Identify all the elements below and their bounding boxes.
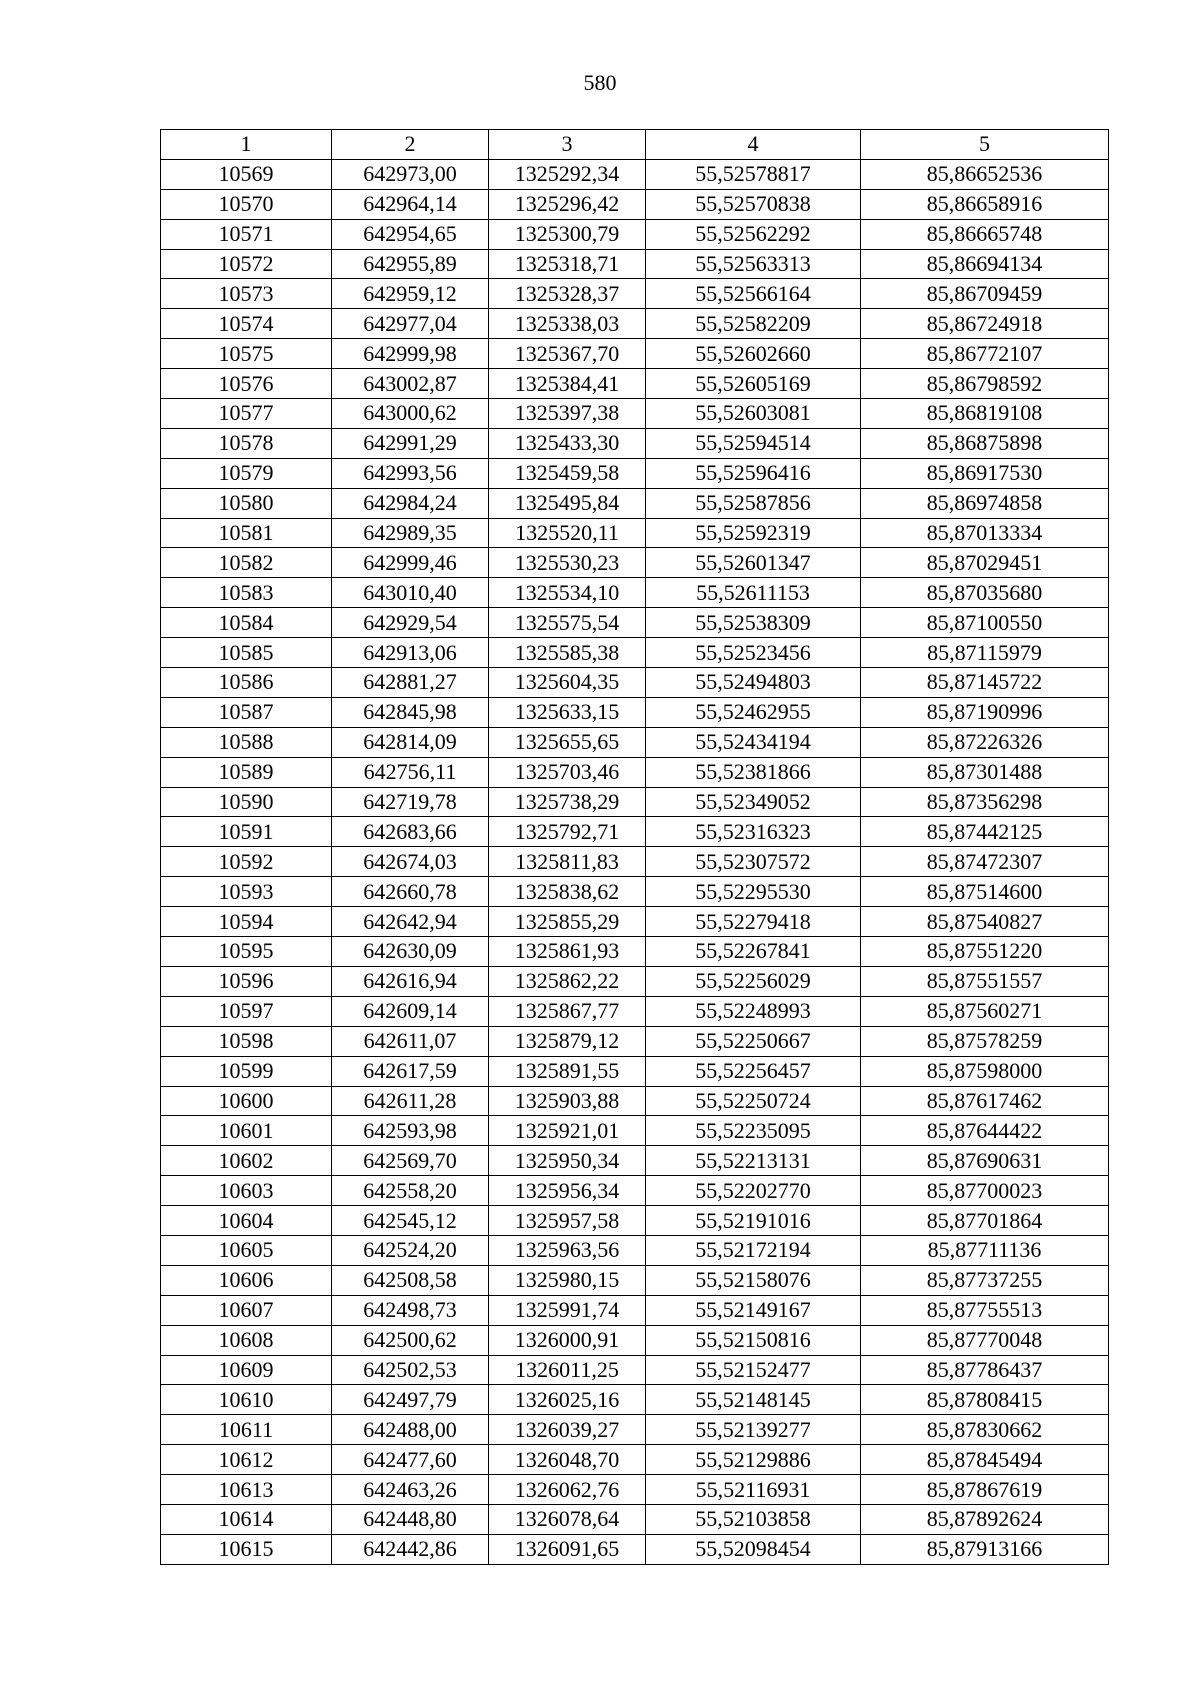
point-number-cell: 10591 (161, 817, 332, 847)
longitude-cell: 85,86709459 (861, 279, 1109, 309)
x-coordinate-cell: 642999,46 (332, 548, 489, 578)
x-coordinate-cell: 642497,79 (332, 1385, 489, 1415)
longitude-cell: 85,86819108 (861, 399, 1109, 429)
y-coordinate-cell: 1325991,74 (489, 1295, 646, 1325)
x-coordinate-cell: 642442,86 (332, 1534, 489, 1564)
latitude-cell: 55,52578817 (646, 159, 861, 189)
table-row (161, 996, 1109, 1026)
table-row (161, 1026, 1109, 1056)
longitude-cell: 85,86875898 (861, 428, 1109, 458)
longitude-cell: 85,87145722 (861, 668, 1109, 698)
page-number: 580 (583, 70, 617, 95)
latitude-cell: 55,52381866 (646, 757, 861, 787)
y-coordinate-cell: 1325956,34 (489, 1176, 646, 1206)
table-row (161, 279, 1109, 309)
x-coordinate-cell: 642814,09 (332, 727, 489, 757)
point-number-cell: 10608 (161, 1325, 332, 1355)
longitude-cell: 85,87560271 (861, 996, 1109, 1026)
latitude-cell: 55,52139277 (646, 1415, 861, 1445)
latitude-cell: 55,52129886 (646, 1445, 861, 1475)
x-coordinate-cell: 642660,78 (332, 877, 489, 907)
table-row (161, 817, 1109, 847)
table-row (161, 787, 1109, 817)
point-number-cell: 10569 (161, 159, 332, 189)
x-coordinate-cell: 642611,28 (332, 1086, 489, 1116)
latitude-cell: 55,52605169 (646, 369, 861, 399)
x-coordinate-cell: 642477,60 (332, 1445, 489, 1475)
table-row (161, 697, 1109, 727)
y-coordinate-cell: 1325575,54 (489, 608, 646, 638)
y-coordinate-cell: 1325585,38 (489, 638, 646, 668)
x-coordinate-cell: 642630,09 (332, 937, 489, 967)
longitude-cell: 85,86665748 (861, 219, 1109, 249)
y-coordinate-cell: 1325433,30 (489, 428, 646, 458)
y-coordinate-cell: 1325328,37 (489, 279, 646, 309)
y-coordinate-cell: 1325703,46 (489, 757, 646, 787)
x-coordinate-cell: 642683,66 (332, 817, 489, 847)
longitude-cell: 85,87700023 (861, 1176, 1109, 1206)
table-row (161, 399, 1109, 429)
point-number-cell: 10612 (161, 1445, 332, 1475)
y-coordinate-cell: 1325811,83 (489, 847, 646, 877)
x-coordinate-cell: 642508,58 (332, 1265, 489, 1295)
y-coordinate-cell: 1326078,64 (489, 1504, 646, 1534)
y-coordinate-cell: 1325459,58 (489, 458, 646, 488)
x-coordinate-cell: 642611,07 (332, 1026, 489, 1056)
x-coordinate-cell: 642984,24 (332, 488, 489, 518)
point-number-cell: 10607 (161, 1295, 332, 1325)
latitude-cell: 55,52434194 (646, 727, 861, 757)
table-row (161, 1265, 1109, 1295)
point-number-cell: 10603 (161, 1176, 332, 1206)
latitude-cell: 55,52116931 (646, 1475, 861, 1505)
longitude-cell: 85,87226326 (861, 727, 1109, 757)
y-coordinate-cell: 1325300,79 (489, 219, 646, 249)
x-coordinate-cell: 642500,62 (332, 1325, 489, 1355)
point-number-cell: 10610 (161, 1385, 332, 1415)
point-number-cell: 10578 (161, 428, 332, 458)
point-number-cell: 10593 (161, 877, 332, 907)
y-coordinate-cell: 1325838,62 (489, 877, 646, 907)
latitude-cell: 55,52570838 (646, 189, 861, 219)
longitude-cell: 85,87808415 (861, 1385, 1109, 1415)
longitude-cell: 85,87867619 (861, 1475, 1109, 1505)
x-coordinate-cell: 642448,80 (332, 1504, 489, 1534)
table-row (161, 249, 1109, 279)
point-number-cell: 10580 (161, 488, 332, 518)
table-row (161, 1086, 1109, 1116)
table-row (161, 638, 1109, 668)
x-coordinate-cell: 642756,11 (332, 757, 489, 787)
x-coordinate-cell: 642463,26 (332, 1475, 489, 1505)
point-number-cell: 10594 (161, 907, 332, 937)
table-row (161, 428, 1109, 458)
point-number-cell: 10576 (161, 369, 332, 399)
table-row (161, 309, 1109, 339)
longitude-cell: 85,86772107 (861, 339, 1109, 369)
latitude-cell: 55,52603081 (646, 399, 861, 429)
latitude-cell: 55,52250667 (646, 1026, 861, 1056)
header-cell: 5 (861, 130, 1109, 160)
longitude-cell: 85,86974858 (861, 488, 1109, 518)
y-coordinate-cell: 1325520,11 (489, 518, 646, 548)
table-row (161, 369, 1109, 399)
y-coordinate-cell: 1325530,23 (489, 548, 646, 578)
point-number-cell: 10574 (161, 309, 332, 339)
x-coordinate-cell: 642617,59 (332, 1056, 489, 1086)
table-row (161, 1415, 1109, 1445)
x-coordinate-cell: 643000,62 (332, 399, 489, 429)
table-row (161, 1504, 1109, 1534)
table-row (161, 518, 1109, 548)
table-row (161, 757, 1109, 787)
latitude-cell: 55,52592319 (646, 518, 861, 548)
y-coordinate-cell: 1325384,41 (489, 369, 646, 399)
x-coordinate-cell: 642545,12 (332, 1206, 489, 1236)
point-number-cell: 10582 (161, 548, 332, 578)
x-coordinate-cell: 642502,53 (332, 1355, 489, 1385)
header-cell: 3 (489, 130, 646, 160)
latitude-cell: 55,52256029 (646, 966, 861, 996)
latitude-cell: 55,52596416 (646, 458, 861, 488)
latitude-cell: 55,52256457 (646, 1056, 861, 1086)
point-number-cell: 10602 (161, 1146, 332, 1176)
table-row (161, 578, 1109, 608)
y-coordinate-cell: 1325963,56 (489, 1235, 646, 1265)
table-row (161, 189, 1109, 219)
x-coordinate-cell: 642719,78 (332, 787, 489, 817)
x-coordinate-cell: 642977,04 (332, 309, 489, 339)
x-coordinate-cell: 642989,35 (332, 518, 489, 548)
longitude-cell: 85,86917530 (861, 458, 1109, 488)
table-row (161, 1146, 1109, 1176)
point-number-cell: 10579 (161, 458, 332, 488)
table-row (161, 847, 1109, 877)
longitude-cell: 85,86798592 (861, 369, 1109, 399)
latitude-cell: 55,52538309 (646, 608, 861, 638)
x-coordinate-cell: 642674,03 (332, 847, 489, 877)
longitude-cell: 85,86724918 (861, 309, 1109, 339)
point-number-cell: 10583 (161, 578, 332, 608)
latitude-cell: 55,52602660 (646, 339, 861, 369)
longitude-cell: 85,87690631 (861, 1146, 1109, 1176)
table-row (161, 1385, 1109, 1415)
x-coordinate-cell: 642498,73 (332, 1295, 489, 1325)
point-number-cell: 10605 (161, 1235, 332, 1265)
longitude-cell: 85,87737255 (861, 1265, 1109, 1295)
latitude-cell: 55,52213131 (646, 1146, 861, 1176)
y-coordinate-cell: 1325957,58 (489, 1206, 646, 1236)
point-number-cell: 10595 (161, 937, 332, 967)
table-row (161, 1355, 1109, 1385)
y-coordinate-cell: 1325495,84 (489, 488, 646, 518)
y-coordinate-cell: 1326011,25 (489, 1355, 646, 1385)
x-coordinate-cell: 642991,29 (332, 428, 489, 458)
longitude-cell: 85,87551557 (861, 966, 1109, 996)
longitude-cell: 85,87786437 (861, 1355, 1109, 1385)
y-coordinate-cell: 1325862,22 (489, 966, 646, 996)
longitude-cell: 85,87755513 (861, 1295, 1109, 1325)
point-number-cell: 10588 (161, 727, 332, 757)
longitude-cell: 85,87644422 (861, 1116, 1109, 1146)
latitude-cell: 55,52152477 (646, 1355, 861, 1385)
table-row (161, 937, 1109, 967)
point-number-cell: 10604 (161, 1206, 332, 1236)
x-coordinate-cell: 642955,89 (332, 249, 489, 279)
table-row (161, 159, 1109, 189)
x-coordinate-cell: 642913,06 (332, 638, 489, 668)
x-coordinate-cell: 642642,94 (332, 907, 489, 937)
x-coordinate-cell: 642488,00 (332, 1415, 489, 1445)
longitude-cell: 85,87514600 (861, 877, 1109, 907)
point-number-cell: 10606 (161, 1265, 332, 1295)
table-row (161, 1325, 1109, 1355)
longitude-cell: 85,87356298 (861, 787, 1109, 817)
latitude-cell: 55,52267841 (646, 937, 861, 967)
point-number-cell: 10571 (161, 219, 332, 249)
latitude-cell: 55,52462955 (646, 697, 861, 727)
table-row (161, 458, 1109, 488)
table-row (161, 1176, 1109, 1206)
table-row (161, 1445, 1109, 1475)
point-number-cell: 10585 (161, 638, 332, 668)
longitude-cell: 85,87892624 (861, 1504, 1109, 1534)
longitude-cell: 85,87578259 (861, 1026, 1109, 1056)
point-number-cell: 10601 (161, 1116, 332, 1146)
table-body (161, 130, 1109, 1565)
point-number-cell: 10586 (161, 668, 332, 698)
x-coordinate-cell: 642616,94 (332, 966, 489, 996)
y-coordinate-cell: 1325738,29 (489, 787, 646, 817)
longitude-cell: 85,87551220 (861, 937, 1109, 967)
point-number-cell: 10600 (161, 1086, 332, 1116)
x-coordinate-cell: 642973,00 (332, 159, 489, 189)
longitude-cell: 85,87830662 (861, 1415, 1109, 1445)
point-number-cell: 10615 (161, 1534, 332, 1564)
point-number-cell: 10589 (161, 757, 332, 787)
table-row (161, 1116, 1109, 1146)
y-coordinate-cell: 1326000,91 (489, 1325, 646, 1355)
point-number-cell: 10570 (161, 189, 332, 219)
x-coordinate-cell: 642881,27 (332, 668, 489, 698)
x-coordinate-cell: 642569,70 (332, 1146, 489, 1176)
longitude-cell: 85,87711136 (861, 1235, 1109, 1265)
longitude-cell: 85,86652536 (861, 159, 1109, 189)
latitude-cell: 55,52349052 (646, 787, 861, 817)
latitude-cell: 55,52150816 (646, 1325, 861, 1355)
latitude-cell: 55,52295530 (646, 877, 861, 907)
table-row (161, 219, 1109, 249)
latitude-cell: 55,52307572 (646, 847, 861, 877)
latitude-cell: 55,52098454 (646, 1534, 861, 1564)
table-row (161, 727, 1109, 757)
x-coordinate-cell: 643010,40 (332, 578, 489, 608)
latitude-cell: 55,52172194 (646, 1235, 861, 1265)
latitude-cell: 55,52103858 (646, 1504, 861, 1534)
x-coordinate-cell: 642964,14 (332, 189, 489, 219)
latitude-cell: 55,52235095 (646, 1116, 861, 1146)
longitude-cell: 85,87598000 (861, 1056, 1109, 1086)
y-coordinate-cell: 1325867,77 (489, 996, 646, 1026)
y-coordinate-cell: 1326062,76 (489, 1475, 646, 1505)
point-number-cell: 10614 (161, 1504, 332, 1534)
y-coordinate-cell: 1325338,03 (489, 309, 646, 339)
latitude-cell: 55,52611153 (646, 578, 861, 608)
x-coordinate-cell: 643002,87 (332, 369, 489, 399)
x-coordinate-cell: 642999,98 (332, 339, 489, 369)
latitude-cell: 55,52494803 (646, 668, 861, 698)
table-row (161, 339, 1109, 369)
longitude-cell: 85,86658916 (861, 189, 1109, 219)
point-number-cell: 10592 (161, 847, 332, 877)
table-row (161, 1235, 1109, 1265)
x-coordinate-cell: 642929,54 (332, 608, 489, 638)
longitude-cell: 85,86694134 (861, 249, 1109, 279)
longitude-cell: 85,87770048 (861, 1325, 1109, 1355)
table-row (161, 488, 1109, 518)
longitude-cell: 85,87301488 (861, 757, 1109, 787)
point-number-cell: 10584 (161, 608, 332, 638)
latitude-cell: 55,52587856 (646, 488, 861, 518)
coordinates-table (160, 129, 1109, 1565)
table-row (161, 1475, 1109, 1505)
header-cell: 4 (646, 130, 861, 160)
x-coordinate-cell: 642524,20 (332, 1235, 489, 1265)
longitude-cell: 85,87913166 (861, 1534, 1109, 1564)
point-number-cell: 10596 (161, 966, 332, 996)
y-coordinate-cell: 1325921,01 (489, 1116, 646, 1146)
x-coordinate-cell: 642593,98 (332, 1116, 489, 1146)
point-number-cell: 10590 (161, 787, 332, 817)
y-coordinate-cell: 1325292,34 (489, 159, 646, 189)
y-coordinate-cell: 1325318,71 (489, 249, 646, 279)
y-coordinate-cell: 1325792,71 (489, 817, 646, 847)
point-number-cell: 10613 (161, 1475, 332, 1505)
table-row (161, 877, 1109, 907)
y-coordinate-cell: 1325891,55 (489, 1056, 646, 1086)
latitude-cell: 55,52248993 (646, 996, 861, 1026)
point-number-cell: 10573 (161, 279, 332, 309)
latitude-cell: 55,52563313 (646, 249, 861, 279)
y-coordinate-cell: 1326025,16 (489, 1385, 646, 1415)
latitude-cell: 55,52523456 (646, 638, 861, 668)
latitude-cell: 55,52566164 (646, 279, 861, 309)
point-number-cell: 10577 (161, 399, 332, 429)
y-coordinate-cell: 1325633,15 (489, 697, 646, 727)
point-number-cell: 10598 (161, 1026, 332, 1056)
y-coordinate-cell: 1326048,70 (489, 1445, 646, 1475)
point-number-cell: 10599 (161, 1056, 332, 1086)
x-coordinate-cell: 642954,65 (332, 219, 489, 249)
longitude-cell: 85,87617462 (861, 1086, 1109, 1116)
table-row (161, 907, 1109, 937)
latitude-cell: 55,52250724 (646, 1086, 861, 1116)
longitude-cell: 85,87115979 (861, 638, 1109, 668)
longitude-cell: 85,87442125 (861, 817, 1109, 847)
point-number-cell: 10581 (161, 518, 332, 548)
y-coordinate-cell: 1325950,34 (489, 1146, 646, 1176)
y-coordinate-cell: 1325861,93 (489, 937, 646, 967)
y-coordinate-cell: 1325980,15 (489, 1265, 646, 1295)
y-coordinate-cell: 1326091,65 (489, 1534, 646, 1564)
y-coordinate-cell: 1325879,12 (489, 1026, 646, 1056)
y-coordinate-cell: 1325296,42 (489, 189, 646, 219)
header-cell: 1 (161, 130, 332, 160)
longitude-cell: 85,87845494 (861, 1445, 1109, 1475)
latitude-cell: 55,52601347 (646, 548, 861, 578)
longitude-cell: 85,87100550 (861, 608, 1109, 638)
table-row (161, 1206, 1109, 1236)
y-coordinate-cell: 1325534,10 (489, 578, 646, 608)
latitude-cell: 55,52158076 (646, 1265, 861, 1295)
y-coordinate-cell: 1325903,88 (489, 1086, 646, 1116)
table-row (161, 1295, 1109, 1325)
point-number-cell: 10572 (161, 249, 332, 279)
latitude-cell: 55,52202770 (646, 1176, 861, 1206)
x-coordinate-cell: 642993,56 (332, 458, 489, 488)
y-coordinate-cell: 1325855,29 (489, 907, 646, 937)
table-row (161, 548, 1109, 578)
table-row (161, 1534, 1109, 1564)
latitude-cell: 55,52316323 (646, 817, 861, 847)
y-coordinate-cell: 1325604,35 (489, 668, 646, 698)
latitude-cell: 55,52148145 (646, 1385, 861, 1415)
longitude-cell: 85,87035680 (861, 578, 1109, 608)
table-row (161, 668, 1109, 698)
longitude-cell: 85,87029451 (861, 548, 1109, 578)
point-number-cell: 10611 (161, 1415, 332, 1445)
x-coordinate-cell: 642609,14 (332, 996, 489, 1026)
x-coordinate-cell: 642959,12 (332, 279, 489, 309)
longitude-cell: 85,87540827 (861, 907, 1109, 937)
latitude-cell: 55,52191016 (646, 1206, 861, 1236)
header-cell: 2 (332, 130, 489, 160)
latitude-cell: 55,52582209 (646, 309, 861, 339)
longitude-cell: 85,87013334 (861, 518, 1109, 548)
y-coordinate-cell: 1325655,65 (489, 727, 646, 757)
table-row (161, 608, 1109, 638)
latitude-cell: 55,52594514 (646, 428, 861, 458)
table-row (161, 1056, 1109, 1086)
y-coordinate-cell: 1325397,38 (489, 399, 646, 429)
longitude-cell: 85,87701864 (861, 1206, 1109, 1236)
point-number-cell: 10609 (161, 1355, 332, 1385)
table-row (161, 966, 1109, 996)
y-coordinate-cell: 1325367,70 (489, 339, 646, 369)
point-number-cell: 10597 (161, 996, 332, 1026)
table-header-row (161, 130, 1109, 160)
y-coordinate-cell: 1326039,27 (489, 1415, 646, 1445)
longitude-cell: 85,87190996 (861, 697, 1109, 727)
point-number-cell: 10587 (161, 697, 332, 727)
latitude-cell: 55,52562292 (646, 219, 861, 249)
longitude-cell: 85,87472307 (861, 847, 1109, 877)
x-coordinate-cell: 642845,98 (332, 697, 489, 727)
point-number-cell: 10575 (161, 339, 332, 369)
latitude-cell: 55,52279418 (646, 907, 861, 937)
latitude-cell: 55,52149167 (646, 1295, 861, 1325)
x-coordinate-cell: 642558,20 (332, 1176, 489, 1206)
